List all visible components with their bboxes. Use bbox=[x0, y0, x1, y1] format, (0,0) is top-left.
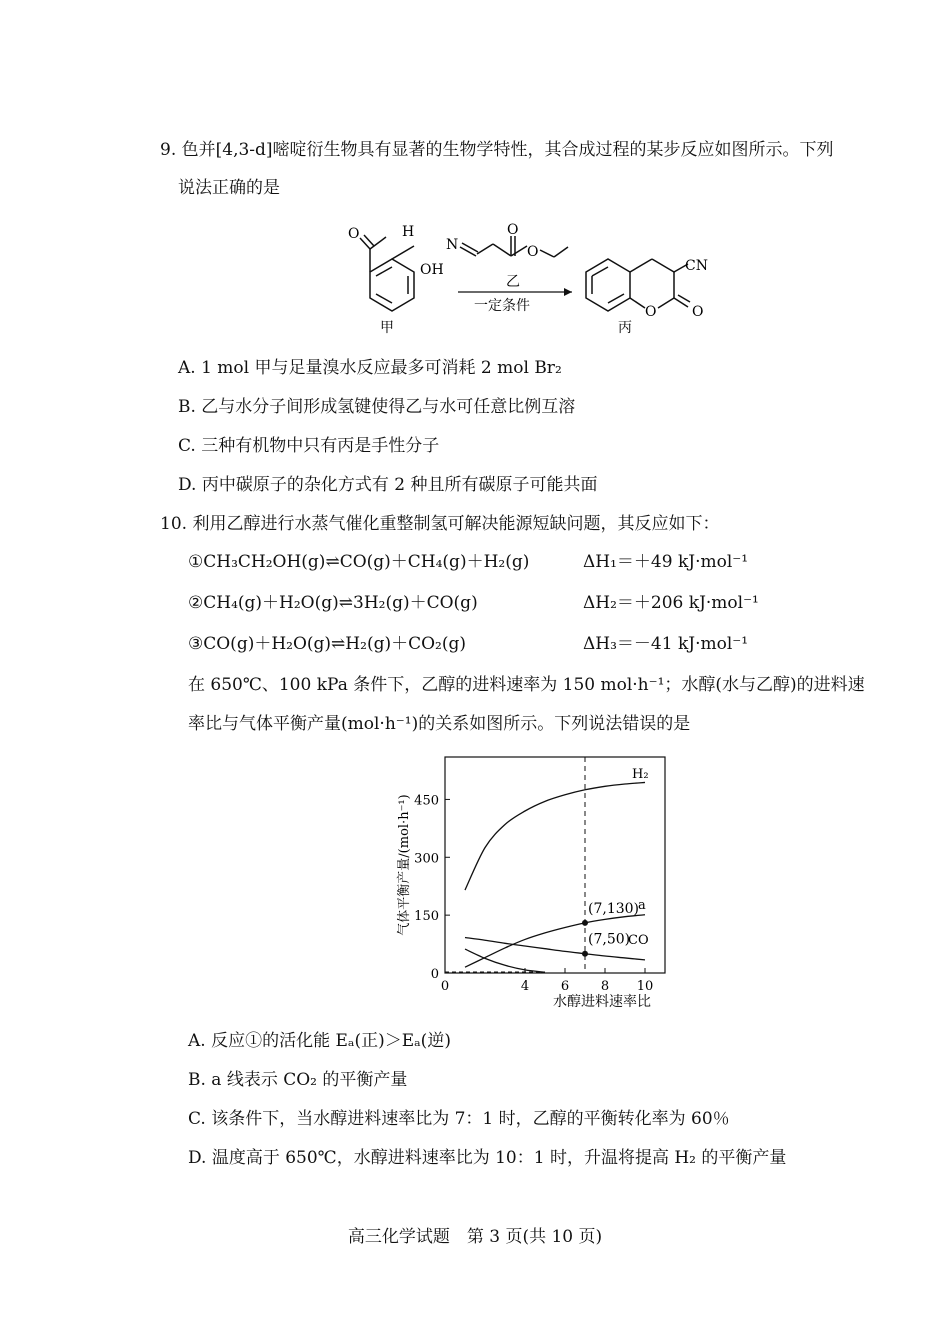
data-point bbox=[582, 920, 588, 926]
x-tick-label: 10 bbox=[636, 979, 654, 994]
data-point-label: (7,50) bbox=[588, 931, 631, 948]
atom-CN: CN bbox=[685, 258, 708, 274]
product-structure bbox=[586, 259, 690, 311]
atom-O-lactone: O bbox=[692, 304, 704, 320]
x-tick-label: 8 bbox=[600, 979, 610, 994]
atom-O-ring: O bbox=[645, 304, 657, 320]
atom-O-ester: O bbox=[527, 244, 539, 260]
q9-option-d: D. 丙中碳原子的杂化方式有 2 种且所有碳原子可能共面 bbox=[178, 475, 598, 495]
x-tick-label: 4 bbox=[520, 979, 530, 994]
data-point-label: (7,130) bbox=[588, 900, 640, 917]
arrow-head bbox=[564, 288, 572, 296]
data-point bbox=[582, 951, 588, 957]
q10-enthalpy-2: ΔH₂＝＋206 kJ·mol⁻¹ bbox=[583, 593, 759, 613]
q10-equation-1: ①CH₃CH₂OH(g)⇌CO(g)＋CH₄(g)＋H₂(g) bbox=[188, 552, 530, 572]
q10-enthalpy-1: ΔH₁＝＋49 kJ·mol⁻¹ bbox=[583, 552, 749, 572]
reaction-condition: 一定条件 bbox=[474, 298, 530, 314]
y-tick-label: 300 bbox=[414, 851, 439, 867]
atom-N: N bbox=[446, 237, 459, 253]
q10-equilibrium-chart bbox=[370, 745, 690, 1015]
page-footer: 高三化学试题 第 3 页(共 10 页) bbox=[347, 1227, 603, 1247]
series-label: H₂ bbox=[632, 767, 649, 782]
q9-stem-line2: 说法正确的是 bbox=[178, 178, 280, 198]
q9-stem-line1: 9. 色并[4,3-d]嘧啶衍生物具有显著的生物学特性，其合成过程的某步反应如图所示。下列 bbox=[160, 140, 834, 160]
q10-option-d: D. 温度高于 650℃，水醇进料速率比为 10：1 时，升温将提高 H₂ 的平衡产量 bbox=[188, 1148, 787, 1168]
series-label: CO bbox=[628, 933, 649, 948]
q10-option-b: B. a 线表示 CO₂ 的平衡产量 bbox=[188, 1070, 408, 1090]
series-label: a bbox=[638, 898, 646, 913]
y-axis-label: 气体平衡产量/(mol·h⁻¹) bbox=[397, 794, 412, 936]
y-tick-label: 450 bbox=[414, 793, 439, 809]
reagent-label: 乙 bbox=[506, 274, 520, 290]
q9-reaction-scheme bbox=[340, 212, 720, 342]
q10-condition-line2: 率比与气体平衡产量(mol·h⁻¹)的关系如图所示。下列说法错误的是 bbox=[188, 714, 691, 734]
atom-O-carbonyl: O bbox=[507, 222, 519, 238]
q9-option-b: B. 乙与水分子间形成氢键使得乙与水可任意比例互溶 bbox=[178, 397, 576, 417]
q10-option-c: C. 该条件下，当水醇进料速率比为 7：1 时，乙醇的平衡转化率为 60％ bbox=[188, 1109, 730, 1129]
series-line-H₂ bbox=[465, 782, 645, 890]
q10-stem: 10. 利用乙醇进行水蒸气催化重整制氢可解决能源短缺问题，其反应如下： bbox=[160, 514, 720, 534]
q9-option-a: A. 1 mol 甲与足量溴水反应最多可消耗 2 mol Br₂ bbox=[178, 358, 562, 378]
y-tick-label: 0 bbox=[430, 967, 439, 982]
q10-equation-2: ②CH₄(g)＋H₂O(g)⇌3H₂(g)＋CO(g) bbox=[188, 593, 478, 613]
q10-equation-3: ③CO(g)＋H₂O(g)⇌H₂(g)＋CO₂(g) bbox=[188, 634, 466, 654]
q10-option-a: A. 反应①的活化能 Eₐ(正)＞Eₐ(逆) bbox=[188, 1031, 451, 1051]
reagent-structure bbox=[460, 236, 568, 257]
q10-enthalpy-3: ΔH₃＝－41 kJ·mol⁻¹ bbox=[583, 634, 749, 654]
atom-H: H bbox=[402, 224, 415, 240]
x-axis-label: 水醇进料速率比 bbox=[553, 994, 651, 1010]
atom-OH: OH bbox=[420, 262, 444, 278]
x-tick-label: 6 bbox=[560, 979, 570, 994]
product-label: 丙 bbox=[618, 320, 632, 336]
q9-option-c: C. 三种有机物中只有丙是手性分子 bbox=[178, 436, 440, 456]
reactant-label: 甲 bbox=[380, 320, 394, 336]
y-tick-label: 150 bbox=[414, 909, 439, 925]
atom-O: O bbox=[348, 226, 360, 242]
reactant-structure bbox=[360, 235, 414, 311]
x-tick-label: 0 bbox=[440, 979, 450, 994]
series-line-unlabeled bbox=[465, 949, 545, 972]
q10-condition-line1: 在 650℃、100 kPa 条件下，乙醇的进料速率为 150 mol·h⁻¹；水醇(水与乙醇)的进料速 bbox=[188, 675, 865, 695]
